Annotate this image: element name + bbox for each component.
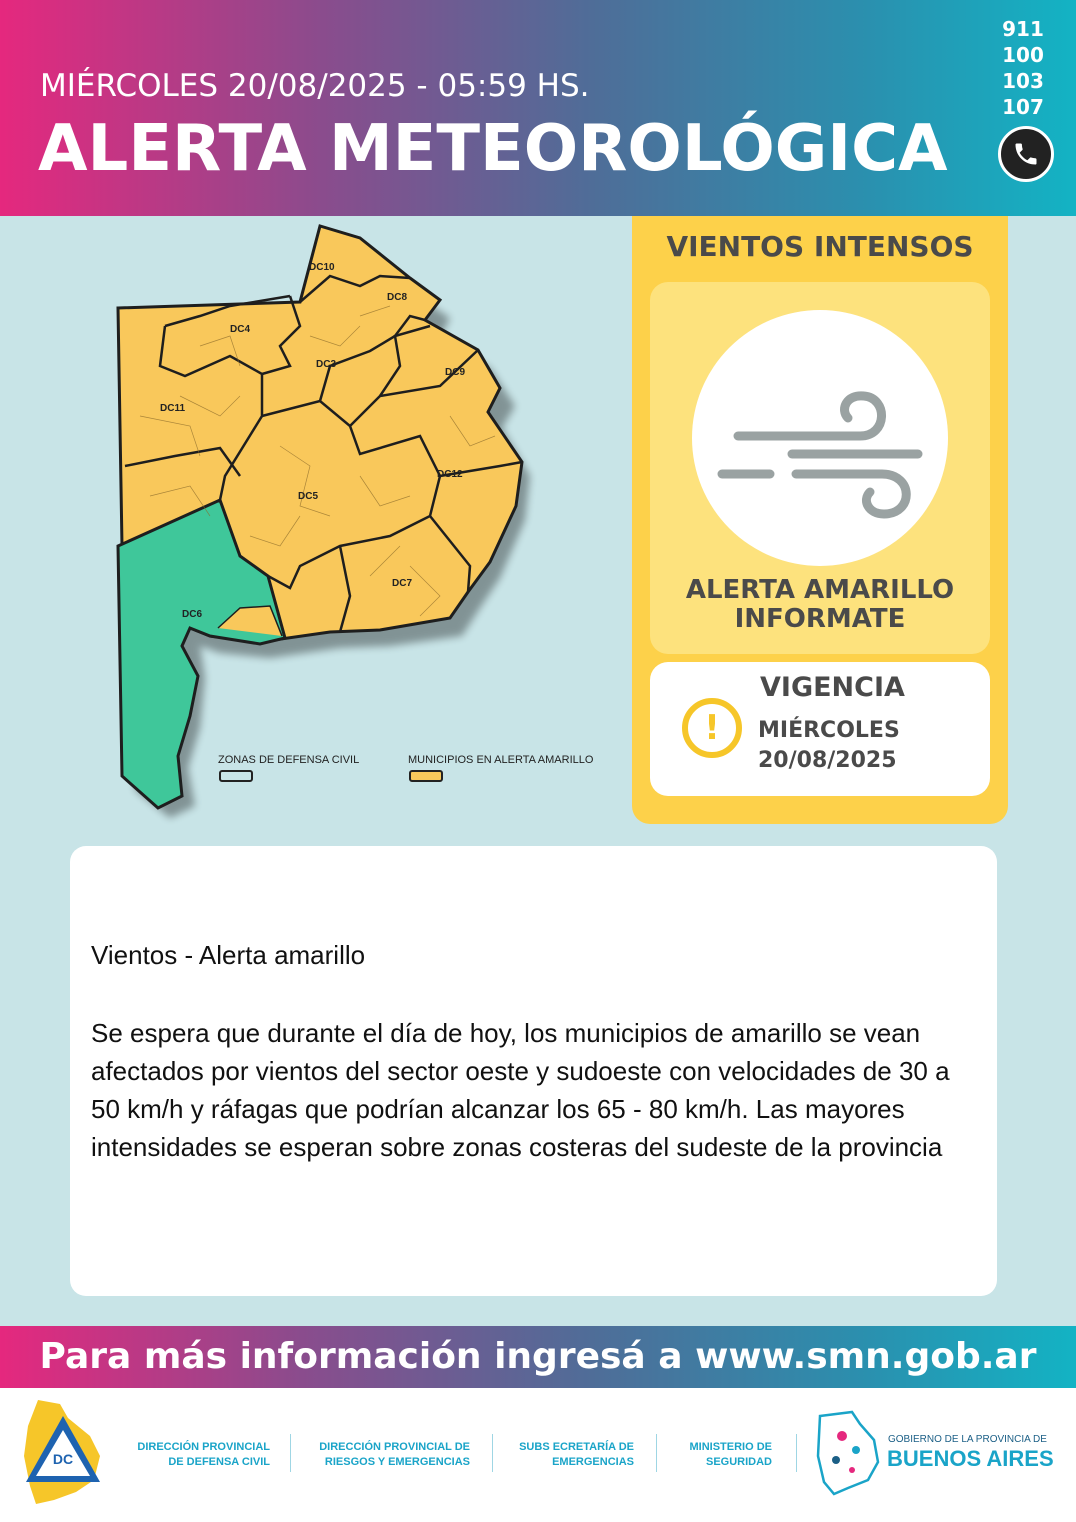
warning-icon: ! [682,698,742,758]
alert-panel [632,216,1008,824]
org-line: EMERGENCIAS [552,1456,634,1468]
province-map [0,216,630,826]
org-line: DIRECCIÓN PROVINCIAL DE [319,1441,470,1453]
zone-label-dc3: DC3 [316,359,337,370]
zone-label-dc11: DC11 [160,403,186,414]
dc-logo-text: DC [52,1451,74,1467]
footer [0,1388,1076,1522]
divider [656,1434,657,1472]
emergency-numbers [1000,16,1046,120]
org-line: DE DEFENSA CIVIL [168,1456,270,1468]
org-line: SEGURIDAD [705,1456,772,1468]
map-svg [0,216,630,826]
page-title: ALERTA METEOROLÓGICA [38,112,948,186]
defensa-civil-logo [20,1396,106,1508]
phone-number: 911 [1002,17,1044,41]
alert-card [650,282,990,654]
legend-zones-swatch [219,770,253,782]
divider [290,1434,291,1472]
alert-level-line2: INFORMATE [734,604,906,634]
zone-label-dc10: DC10 [309,262,335,273]
divider [796,1434,797,1472]
org-defensa-civil [112,1440,270,1470]
phone-icon [998,126,1054,182]
legend-alert-swatch [409,770,443,782]
gba-subtitle: GOBIERNO DE LA PROVINCIA DE [888,1434,1047,1445]
info-banner [0,1326,1076,1388]
phone-number: 107 [1002,95,1044,119]
wind-icon [692,310,948,566]
header [0,0,1076,216]
zone-label-dc9: DC9 [445,367,466,378]
legend-zones-label: ZONAS DE DEFENSA CIVIL [218,754,360,766]
buenos-aires-logo [812,1406,882,1498]
alert-level-line1: ALERTA AMARILLO [685,575,955,605]
gba-title: BUENOS AIRES [887,1446,1054,1471]
org-line: SUBS ECRETARÍA DE [519,1441,634,1453]
org-seguridad [664,1440,772,1470]
validity-date: 20/08/2025 [758,748,897,773]
divider [492,1434,493,1472]
org-line: MINISTERIO DE [689,1441,772,1453]
description-heading: Vientos - Alerta amarillo [91,940,366,970]
alert-description [70,846,997,1296]
phone-number: 103 [1002,69,1044,93]
phenomenon-title: VIENTOS INTENSOS [666,230,974,263]
zone-label-dc5: DC5 [298,491,319,502]
alert-level [650,576,990,634]
validity-card [650,662,990,796]
org-line: RIESGOS Y EMERGENCIAS [324,1456,470,1468]
org-riesgos [300,1440,470,1470]
issue-datetime: MIÉRCOLES 20/08/2025 - 05:59 HS. [40,68,590,104]
zone-label-dc12: DC12 [437,469,463,480]
zone-label-dc4: DC4 [230,324,251,335]
validity-day: MIÉRCOLES [758,718,900,743]
org-line: DIRECCIÓN PROVINCIAL [137,1441,270,1453]
phone-number: 100 [1002,43,1044,67]
validity-title: VIGENCIA [760,672,905,703]
info-link-text[interactable]: Para más información ingresá a www.smn.gob.ar [39,1336,1037,1377]
zone-label-dc8: DC8 [387,292,408,303]
legend-alert-label: MUNICIPIOS EN ALERTA AMARILLO [408,754,594,766]
zone-label-dc6: DC6 [182,609,203,620]
org-emergencias [500,1440,634,1470]
zone-label-dc7: DC7 [392,578,413,589]
description-body: Se espera que durante el día de hoy, los municipios de amarillo se vean afectados por vientos del sector oeste y sudoeste con velocidades de 30 a 50 km/h y ráfagas que podrían alcanzar los 65 - 80 km/h. Las mayores intensidades se esperan sobre zonas costeras del sudeste de la provincia [91,1018,950,1162]
